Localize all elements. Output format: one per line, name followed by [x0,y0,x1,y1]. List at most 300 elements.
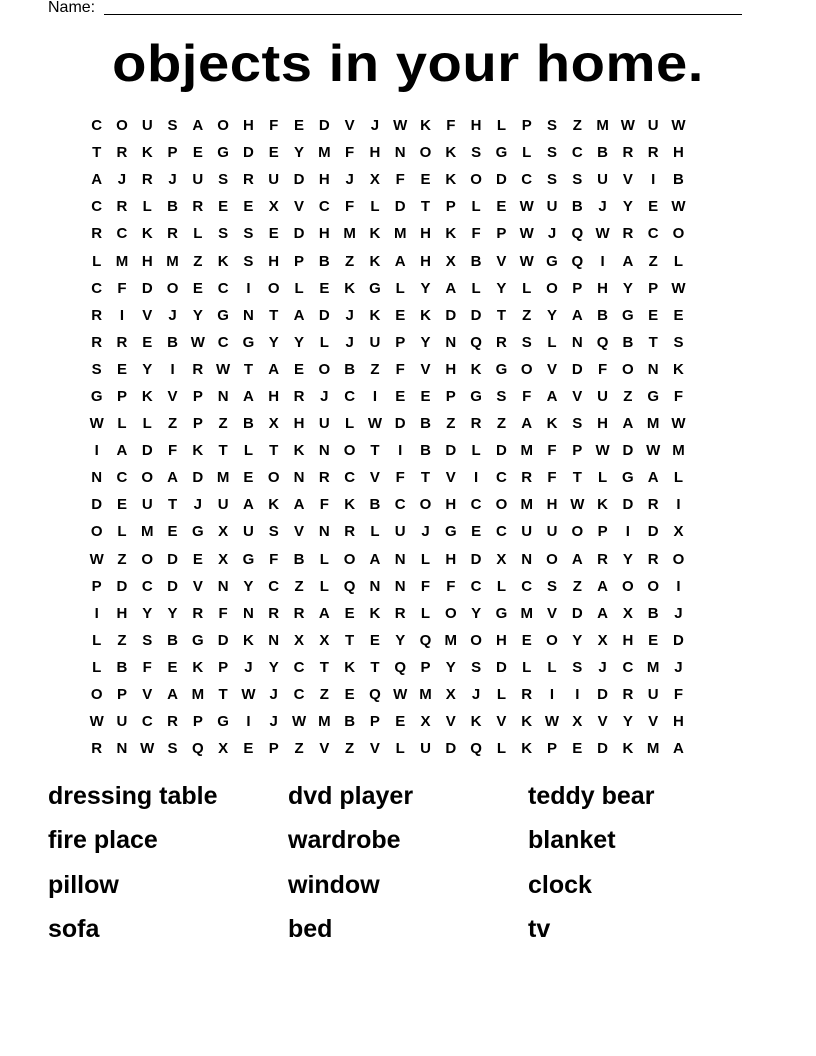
grid-letter: Y [167,604,178,622]
grid-letter: Q [470,333,482,351]
grid-row [84,518,732,545]
grid-letter: W [671,117,686,135]
grid-letter: A [116,442,128,460]
word-list [48,776,768,954]
grid-letter: Y [192,306,203,324]
grid-letter: J [345,306,354,324]
grid-row [84,437,732,464]
grid-letter: E [420,171,431,189]
grid-letter: I [625,523,630,541]
grid-letter: L [547,658,557,676]
grid-letter: W [671,415,686,433]
grid-row [84,627,732,654]
word-list-item: bed [288,915,333,944]
grid-letter: Q [369,686,381,704]
grid-letter: L [673,252,684,270]
grid-letter: K [192,658,204,676]
grid-letter: N [293,469,305,487]
grid-letter: B [167,198,178,216]
grid-letter: B [167,333,178,351]
grid-letter: J [598,658,607,676]
word-list-item: blanket [528,826,616,855]
grid-letter: W [140,740,155,758]
grid-letter: A [167,686,178,704]
grid-letter: O [495,496,508,514]
grid-letter: F [446,577,456,595]
grid-letter: Z [167,415,178,433]
grid-letter: C [268,577,280,595]
grid-row [84,329,732,356]
grid-letter: B [622,333,634,351]
grid-letter: A [571,306,583,324]
name-underline [104,14,742,15]
grid-letter: J [345,171,354,189]
grid-letter: W [519,198,534,216]
grid-letter: Z [117,550,127,568]
grid-letter: Z [572,117,582,135]
grid-letter: Q [571,225,584,243]
grid-letter: J [370,117,380,135]
grid-row [84,383,732,410]
grid-row [84,654,732,681]
grid-letter: A [91,171,103,189]
grid-letter: G [192,523,204,541]
grid-letter: T [92,144,102,162]
grid-letter: K [243,631,254,649]
grid-letter: D [167,550,178,568]
grid-letter: R [192,360,204,378]
grid-letter: D [243,144,254,162]
grid-letter: Z [294,740,304,758]
grid-letter: Y [142,604,153,622]
grid-letter: O [343,442,356,460]
grid-letter: C [521,577,533,595]
grid-letter: P [116,387,127,405]
grid-letter: J [471,686,481,704]
grid-letter: D [116,577,128,595]
grid-letter: R [622,144,634,162]
word-list-item: window [288,870,380,899]
grid-letter: K [369,306,381,324]
grid-letter: K [445,144,457,162]
grid-letter: P [546,740,557,758]
grid-letter: X [420,713,431,731]
grid-letter: O [141,469,154,487]
grid-letter: E [243,740,254,758]
grid-letter: V [597,713,608,731]
word-list-item: clock [528,870,592,899]
grid-letter: T [648,333,658,351]
grid-letter: U [141,117,153,135]
grid-letter: M [444,631,458,649]
grid-letter: N [445,333,457,351]
grid-letter: O [267,279,280,297]
grid-letter: Y [268,658,279,676]
grid-letter: I [600,252,605,270]
grid-row [84,275,732,302]
grid-letter: J [269,686,278,704]
grid-letter: W [519,252,534,270]
grid-letter: K [597,496,608,514]
grid-letter: N [217,577,229,595]
grid-letter: F [269,550,279,568]
grid-letter: Y [395,631,406,649]
grid-letter: H [420,252,431,270]
grid-letter: E [142,333,153,351]
grid-letter: I [119,306,125,324]
grid-letter: L [395,279,405,297]
grid-letter: M [140,523,154,541]
grid-letter: P [192,415,203,433]
grid-letter: W [216,360,231,378]
grid-letter: P [268,740,279,758]
grid-letter: G [242,333,255,351]
grid-letter: Q [470,740,482,758]
grid-letter: E [648,198,659,216]
grid-letter: R [394,604,406,622]
grid-letter: D [445,306,457,324]
word-list-item: dressing table [48,782,218,810]
grid-letter: U [318,415,330,433]
grid-letter: R [116,333,128,351]
grid-letter: D [318,117,330,135]
grid-letter: K [521,740,533,758]
grid-letter: L [547,333,557,351]
grid-letter: M [520,604,533,622]
grid-letter: B [344,360,356,378]
grid-letter: C [141,577,153,595]
grid-letter: H [597,415,608,433]
grid-letter: H [673,713,684,731]
grid-letter: K [344,658,356,676]
grid-letter: E [648,306,659,324]
grid-letter: E [116,496,127,514]
grid-letter: J [674,658,683,676]
grid-letter: S [142,631,153,649]
grid-letter: F [673,686,684,704]
grid-letter: Q [343,577,356,595]
grid-letter: T [572,469,582,487]
grid-letter: D [167,577,178,595]
grid-letter: V [192,577,203,595]
grid-letter: R [622,225,634,243]
grid-letter: P [294,252,305,270]
grid-letter: Q [192,740,204,758]
grid-letter: D [597,686,608,704]
grid-letter: T [269,442,279,460]
grid-letter: D [470,306,482,324]
grid-letter: V [319,740,330,758]
grid-letter: H [318,225,330,243]
grid-letter: Z [193,252,203,270]
grid-letter: T [370,442,380,460]
grid-letter: J [244,658,253,676]
grid-letter: U [394,523,406,541]
grid-letter: E [572,740,583,758]
grid-letter: D [470,550,482,568]
grid-letter: T [167,496,178,514]
grid-letter: E [294,117,305,135]
grid-letter: C [394,496,406,514]
grid-letter: W [89,415,104,433]
grid-letter: C [116,225,128,243]
word-list-item: pillow [48,870,119,899]
grid-letter: R [192,198,204,216]
grid-letter: E [243,469,254,487]
grid-letter: A [293,306,305,324]
grid-letter: P [116,686,127,704]
grid-letter: M [520,442,533,460]
grid-letter: E [218,198,229,216]
grid-letter: S [243,225,254,243]
grid-letter: N [394,577,406,595]
grid-letter: X [268,415,279,433]
grid-letter: X [294,631,305,649]
grid-letter: G [470,387,482,405]
grid-letter: L [370,523,380,541]
grid-letter: R [167,225,178,243]
grid-letter: X [319,631,330,649]
grid-letter: K [470,360,482,378]
grid-letter: Z [648,252,658,270]
grid-letter: R [597,550,608,568]
grid-letter: V [648,713,659,731]
grid-letter: L [522,279,532,297]
grid-letter: I [676,577,681,595]
word-search-grid [84,112,732,762]
grid-letter: N [394,550,406,568]
grid-letter: K [192,442,204,460]
grid-letter: P [192,387,203,405]
grid-letter: E [192,550,203,568]
grid-letter: Q [596,333,609,351]
grid-letter: H [546,496,558,514]
grid-letter: L [420,604,431,622]
grid-letter: W [646,442,661,460]
grid-letter: K [445,171,457,189]
grid-letter: O [90,523,103,541]
grid-letter: A [597,577,608,595]
grid-letter: X [622,604,633,622]
grid-letter: O [267,469,280,487]
grid-letter: D [571,360,583,378]
grid-row [84,600,732,627]
grid-letter: F [547,442,557,460]
grid-letter: G [622,306,634,324]
grid-letter: L [142,415,152,433]
grid-letter: Y [268,333,279,351]
grid-letter: S [572,415,583,433]
grid-letter: D [647,523,659,541]
grid-letter: L [471,442,481,460]
grid-letter: H [622,631,634,649]
grid-letter: Y [546,306,557,324]
grid-letter: K [344,496,356,514]
grid-letter: R [647,550,659,568]
grid-letter: W [291,713,307,731]
grid-letter: S [167,117,178,135]
grid-letter: O [470,631,482,649]
grid-letter: L [471,279,481,297]
grid-letter: B [318,252,330,270]
grid-letter: J [421,523,430,541]
grid-letter: I [372,387,377,405]
grid-letter: V [167,387,178,405]
grid-letter: F [269,117,279,135]
grid-letter: Y [243,577,254,595]
grid-letter: C [293,686,305,704]
grid-letter: E [673,306,684,324]
grid-letter: Z [345,252,355,270]
grid-letter: J [269,713,278,731]
grid-letter: X [218,523,229,541]
grid-letter: S [673,333,684,351]
grid-letter: H [268,387,280,405]
grid-letter: E [344,686,355,704]
grid-letter: H [293,415,305,433]
grid-letter: Z [572,577,582,595]
grid-letter: N [243,604,254,622]
grid-letter: M [646,658,660,676]
grid-letter: D [495,171,507,189]
grid-letter: E [192,144,203,162]
grid-letter: E [116,360,127,378]
grid-letter: Z [623,387,633,405]
grid-letter: O [546,550,558,568]
grid-letter: K [546,415,558,433]
grid-letter: S [218,171,229,189]
grid-letter: O [318,360,331,378]
grid-letter: T [269,306,279,324]
grid-letter: D [571,604,583,622]
grid-letter: S [546,577,557,595]
grid-letter: H [243,117,254,135]
grid-letter: M [191,686,205,704]
name-label: Name: [48,0,96,16]
grid-letter: C [470,496,482,514]
grid-letter: S [546,117,557,135]
grid-letter: L [522,658,532,676]
grid-letter: H [116,604,128,622]
grid-letter: M [343,225,356,243]
grid-letter: V [546,604,557,622]
grid-letter: G [90,387,103,405]
grid-letter: W [570,496,585,514]
grid-letter: W [393,117,408,135]
grid-letter: R [243,171,254,189]
grid-letter: Q [419,631,432,649]
grid-letter: D [293,225,305,243]
grid-letter: L [243,442,254,460]
grid-letter: F [319,496,329,514]
grid-letter: S [243,252,254,270]
grid-letter: K [521,713,533,731]
grid-letter: A [394,252,406,270]
word-list-item: tv [528,915,551,944]
grid-letter: P [395,333,406,351]
grid-letter: M [216,469,230,487]
grid-letter: H [318,171,330,189]
grid-letter: V [142,306,153,324]
grid-letter: I [94,442,99,460]
grid-letter: F [673,387,684,405]
grid-letter: N [268,631,280,649]
grid-letter: F [395,360,405,378]
grid-letter: P [192,713,203,731]
grid-letter: Z [319,686,329,704]
grid-letter: O [571,523,584,541]
grid-letter: S [268,523,279,541]
grid-letter: O [672,550,685,568]
grid-letter: E [395,713,406,731]
grid-letter: V [445,469,456,487]
grid-letter: G [647,387,660,405]
grid-letter: F [395,469,405,487]
grid-letter: C [495,523,507,541]
grid-letter: U [217,496,229,514]
grid-letter: P [648,279,659,297]
grid-letter: P [91,577,102,595]
grid-letter: C [91,117,103,135]
grid-letter: Y [471,604,482,622]
grid-letter: E [344,604,355,622]
word-list-item: wardrobe [288,826,401,855]
grid-letter: W [393,686,408,704]
grid-letter: S [521,333,532,351]
grid-letter: L [193,225,203,243]
grid-letter: M [318,144,331,162]
grid-letter: D [673,631,684,649]
grid-letter: A [268,360,280,378]
grid-letter: R [91,333,103,351]
grid-letter: F [117,279,127,297]
grid-letter: D [91,496,103,514]
grid-letter: Q [394,658,407,676]
grid-letter: O [419,144,432,162]
grid-letter: E [192,279,203,297]
grid-letter: E [471,523,482,541]
word-list-item: sofa [48,915,100,944]
grid-letter: G [217,713,229,731]
grid-letter: O [141,550,154,568]
grid-letter: L [117,415,127,433]
grid-letter: G [495,144,508,162]
grid-letter: Y [496,279,507,297]
grid-letter: Y [420,333,431,351]
grid-letter: K [268,496,280,514]
grid-letter: L [673,469,684,487]
grid-letter: K [217,252,229,270]
grid-letter: E [319,279,330,297]
grid-letter: A [546,387,558,405]
grid-letter: A [521,415,533,433]
grid-letter: E [167,658,178,676]
grid-letter: E [167,523,178,541]
grid-letter: U [546,523,558,541]
grid-letter: U [243,523,254,541]
grid-letter: D [622,496,634,514]
grid-letter: F [446,117,456,135]
grid-letter: I [575,686,580,704]
grid-letter: O [622,577,634,595]
grid-letter: F [522,387,532,405]
grid-letter: A [445,279,457,297]
grid-letter: L [496,740,506,758]
grid-letter: I [398,442,403,460]
grid-letter: E [395,387,406,405]
grid-letter: Y [622,713,633,731]
grid-letter: L [395,740,405,758]
